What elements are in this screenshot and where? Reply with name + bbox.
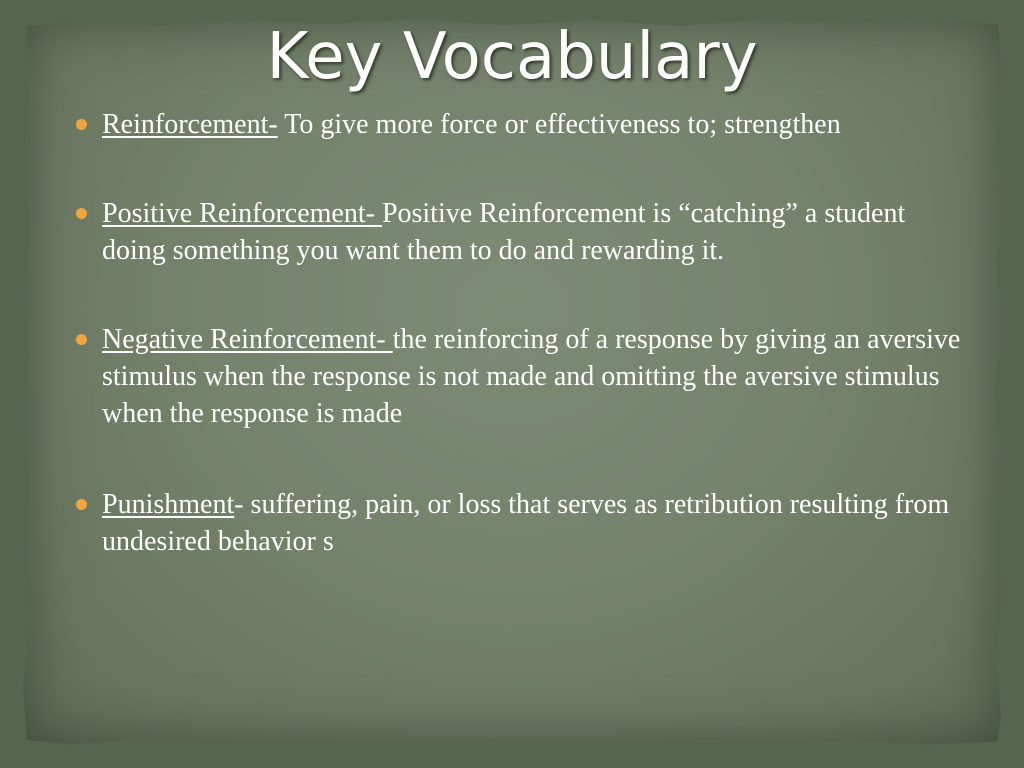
vocabulary-definition: the reinforcing of a response by giving an aversive stimulus when the response is not made and omitting the aversive stimulus when the response is made <box>102 324 961 429</box>
vocabulary-term: Positive Reinforcement- <box>102 198 382 229</box>
vocabulary-term: Negative Reinforcement- <box>102 324 393 355</box>
vocabulary-term: Reinforcement- <box>102 109 278 140</box>
vocabulary-item-negative-reinforcement <box>72 321 972 432</box>
bullet-icon <box>76 499 87 510</box>
vocabulary-term: Punishment <box>102 489 235 520</box>
vocabulary-list <box>72 106 972 612</box>
vocabulary-item-punishment <box>72 486 972 560</box>
slide-title: Key Vocabulary <box>266 20 758 94</box>
bullet-icon <box>76 334 87 345</box>
vocabulary-item-reinforcement <box>72 106 972 143</box>
vocabulary-definition: - suffering, pain, or loss that serves as retribution resulting from undesired behavior s <box>102 489 950 557</box>
vocabulary-definition: To give more force or effectiveness to; strengthen <box>277 109 841 140</box>
vocabulary-definition: Positive Reinforcement is “catching” a student doing something you want them to do and rewarding it. <box>102 198 906 266</box>
bullet-icon <box>76 119 87 130</box>
bullet-icon <box>76 208 87 219</box>
vocabulary-item-positive-reinforcement <box>72 195 972 269</box>
